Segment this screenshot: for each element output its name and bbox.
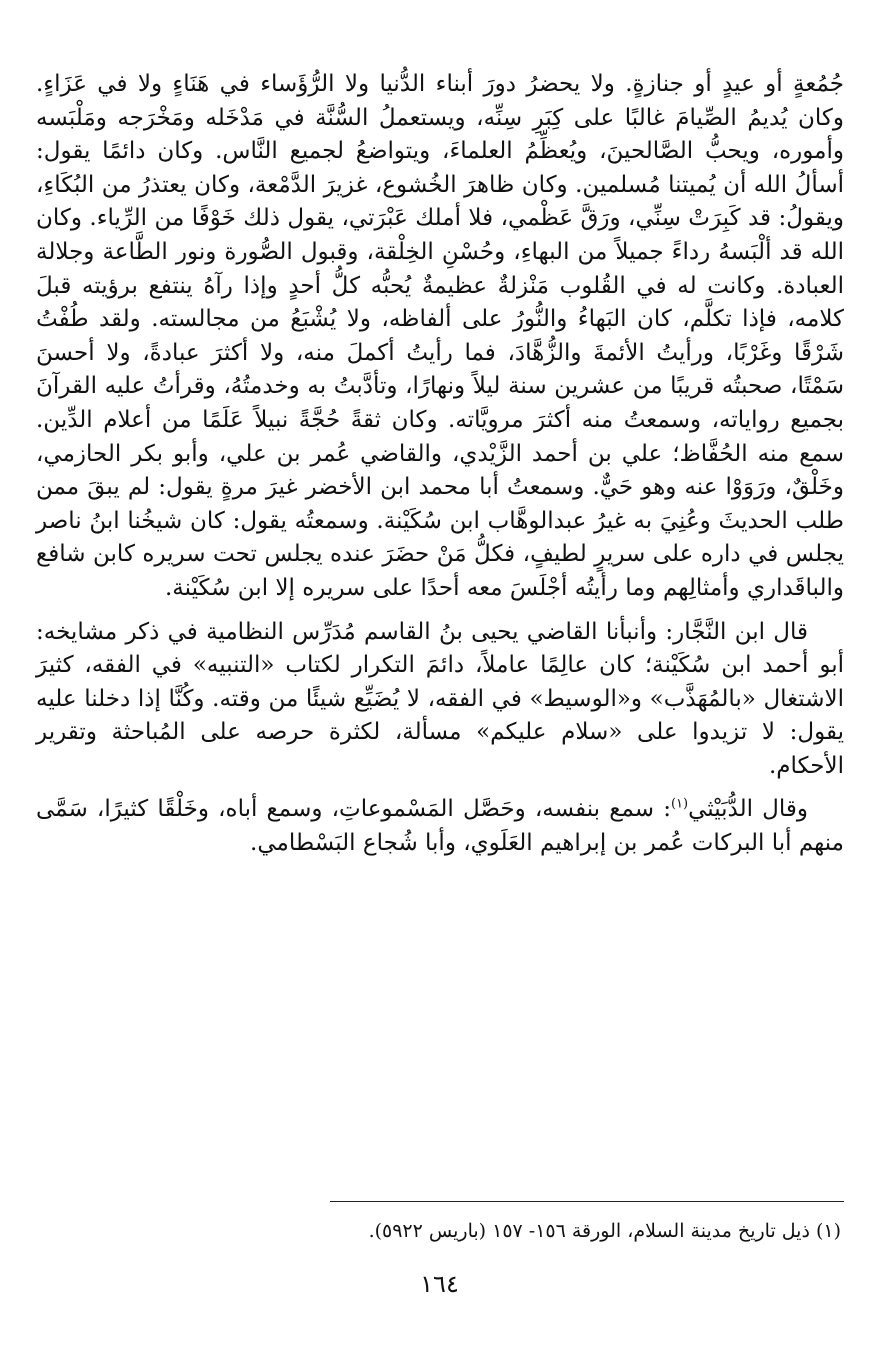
footnote-divider (330, 1201, 844, 1202)
footnote-marker: (١) (670, 796, 689, 812)
dubaythi-text: : سمع بنفسه، وحَصَّل المَسْموعاتِ، وسمع أباه، وخَلْقًا كثيرًا، سَمَّى منهم أبا البركات عُمر بن إبراهيم العَلَوي، وأبا شُجاع البَسْطامي. (36, 796, 844, 857)
dubaythi-lead: وقال الدُّبَيْثي (688, 796, 808, 823)
paragraph-dubaythi (36, 793, 844, 860)
page-body (36, 68, 844, 861)
page-number: ١٦٤ (420, 1270, 459, 1298)
paragraph-ibn-najjar: قال ابن النَّجَّار: وأنبأنا القاضي يحيى بنُ القاسم مُدَرِّس النظامية في ذكر مشايخه: أبو أحمد ابن سُكَيْنة؛ كان عالِمًا عاملاً، دائمَ التكرار لكتاب «التنبيه» في الفقه، كثيرَ الاشتغال «بالمُهَذَّب» و«الوسيط» في الفقه، لا يُضَيِّع شيئًا من وقته. وكُنَّا إذا دخلنا عليه يقول: لا تزيدوا على «سلام عليكم» مسألة، لكثرة حرصه على المُباحثة وتقرير الأحكام. (36, 618, 844, 779)
paragraph-continuation: جُمُعةٍ أو عيدٍ أو جنازةٍ. ولا يحضرُ دورَ أبناء الدُّنيا ولا الرُّؤَساء في هَنَاءٍ ولا في عَزَاءٍ. وكان يُديمُ الصِّيامَ غالبًا على كِبَرِ سِنِّه، ويستعملُ السُّنَّة في مَدْخَله ومَخْرَجه ومَلْبَسه وأموره، ويحبُّ الصَّالحينَ، ويُعظِّمُ العلماءَ، ويتواضعُ لجميع النَّاس. وكان دائمًا يقول: أسألُ الله أن يُميتنا مُسلمين. وكان ظاهرَ الخُشوع، غزيرَ الدَّمْعة، وكان يعتذرُ من البُكَاءِ، ويقولُ: قد كَبِرَتْ سِنِّي، ورَقَّ عَظْمي، فلا أملك عَبْرَتي، يقول ذلك خَوْفًا من الرِّياء. وكان الله قد ألْبَسهُ رداءً جميلاً من البهاءِ، وحُسْنِ الخِلْقة، وقبول الصُّورة ونور الطَّاعة وجلالة العبادة. وكانت له في القُلوب مَنْزلةٌ عظيمةٌ يُحبُّه كلُّ أحدٍ وإذا رآهُ ينتفع برؤيته قبلَ كلامه، فإذا تكلَّم، كان البَهاءُ والنُّورُ على ألفاظه، ولا يُشْبَعُ من مجالسته. ولقد طُفْتُ شَرْقًا وغَرْبًا، ورأيتُ الأئمةَ والزُّهَّادَ، فما رأيتُ أكملَ منه، ولا أكثرَ عبادةً، ولا أحسنَ سَمْتًا، صحبتُه قريبًا من عشرين سنة ليلاً ونهارًا، وتأدَّبتُ به وخدمتُهُ، وقرأتُ عليه القرآنَ بجميع رواياته، وسمعتُ منه أكثرَ مرويَّاته. وكان ثقةً حُجَّةً نبيلاً عَلَمًا من أعلام الدِّين. سمع منه الحُفَّاظ؛ علي بن أحمد الزَّيْدي، والقاضي عُمر بن علي، وأبو بكر الحازمي، وخَلْقٌ، ورَوَوْا عنه وهو حَيٌّ. وسمعتُ أبا محمد ابن الأخضر غيرَ مرةٍ يقول: لم يبقَ ممن طلب الحديثَ وعُنِيَ به غيرُ عبدالوهَّاب ابن سُكَيْنة. وسمعتُه يقول: كان شيخُنا ابنُ ناصر يجلس في داره على سريرٍ لطيفٍ، فكلُّ مَنْ حضَرَ عنده يجلس تحت سريره كابن شافع والباقَداري وأمثالِهم وما رأيتُه أجْلَسَ معه أحدًا على سريره إلا ابن سُكَيْنة. (36, 71, 844, 601)
footnote: (١) ذيل تاريخ مدينة السلام، الورقة ١٥٦- ١٥٧ (باريس ٥٩٢٢). (368, 1220, 841, 1242)
